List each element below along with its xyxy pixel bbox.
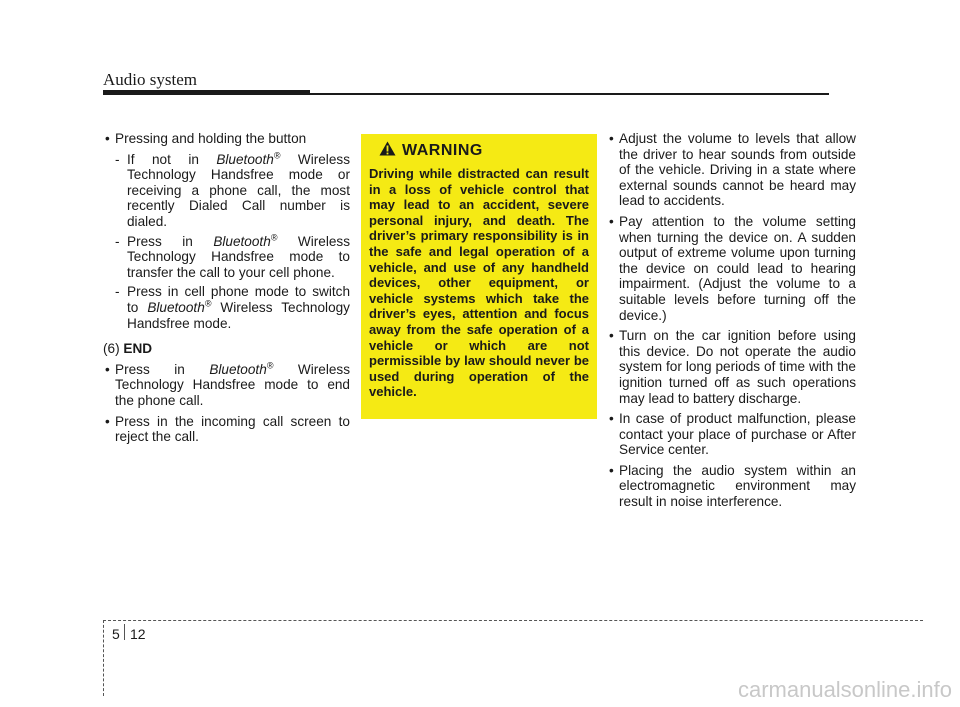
brand-name: Bluetooth [216, 151, 274, 167]
chapter-number: 5 [112, 626, 120, 642]
warning-title: WARNING [402, 142, 483, 159]
bullet-text: Pressing and holding the button [115, 131, 307, 146]
section-heading [103, 341, 350, 357]
sub-item [103, 234, 350, 281]
bullet-item [103, 414, 350, 445]
bullet-suffix: Wireless Technology Handsfree mode to end the phone call. [115, 361, 351, 408]
page-number: 12 [130, 626, 146, 642]
warning-body: Driving while distracted can result in a loss of vehicle control that may lead to an accident, severe personal injury, and death. The driver’s primary responsibility is in the safe and legal operation of a vehicle, and use of any handheld devices, other equipment, or vehicle systems which take the driver’s eyes, attention and focus away from the safe operation of a vehicle or which are not permissible by law should never be used during operation of the vehicle. [369, 166, 589, 400]
warning-triangle-icon [379, 141, 396, 161]
bullet-item [103, 131, 350, 147]
page-number-divider [124, 624, 125, 640]
sub-item-prefix: If not in [127, 151, 217, 167]
sub-item-suffix: Wireless Technology Handsfree mode. [127, 299, 350, 331]
watermark: carmanualsonline.info [737, 677, 952, 702]
bullet-item [607, 328, 856, 406]
warning-header [379, 141, 589, 161]
section-number: (6) [103, 341, 120, 357]
sub-item-suffix: Wireless Technology Handsfree mode or receiving a phone call, the most recently Dialed Call number is dialed. [127, 151, 350, 229]
sub-item [103, 284, 350, 331]
header-accent-bar [103, 90, 310, 95]
section-name: END [123, 341, 153, 357]
sub-item [103, 152, 350, 230]
sub-item-prefix: Press in [127, 233, 214, 249]
footer-rule [103, 620, 923, 621]
bullet-prefix: Press in [115, 361, 210, 377]
bullet-text: Pay attention to the volume setting when turning the device on. A sudden output of extreme volume upon turning the device on could lead to hearing impairment. (Adjust the volume to a suitable levels before turning off the device.) [619, 213, 856, 323]
dash-marker: - [115, 151, 120, 167]
brand-name: Bluetooth [147, 299, 205, 315]
sub-item-suffix: Wireless Technology Handsfree mode to transfer the call to your cell phone. [127, 233, 351, 280]
brand-name: Bluetooth [213, 233, 271, 249]
dash-marker: - [115, 233, 120, 249]
bullet-text: Adjust the volume to levels that allow the driver to hear sounds from outside of the vehicle. Driving in a state where external sounds cannot be heard may lead to accidents. [619, 131, 856, 209]
bullet-text: Turn on the car ignition before using this device. Do not operate the audio system for long periods of time with the ignition turned off as such operations may lead to battery discharge. [619, 328, 856, 406]
sub-item-prefix: Press in cell phone mode to switch to [127, 284, 350, 315]
registered-mark: ® [273, 150, 281, 161]
bullet-text: Placing the audio system within an electromagnetic environment may result in noise interference. [619, 462, 856, 510]
registered-mark: ® [204, 298, 212, 309]
bullet-text: In case of product malfunction, please contact your place of purchase or After Service center. [619, 411, 856, 458]
brand-name: Bluetooth [209, 361, 267, 377]
left-column [103, 131, 350, 450]
bullet-item [103, 362, 350, 409]
bullet-item [607, 463, 856, 510]
footer-vertical-rule [103, 620, 104, 696]
right-column [607, 131, 856, 515]
bullet-item [607, 411, 856, 458]
warning-box [361, 134, 597, 419]
bullet-item [607, 214, 856, 323]
bullet-item [607, 131, 856, 209]
dash-marker: - [115, 284, 120, 300]
registered-mark: ® [266, 360, 274, 371]
page-title: Audio system [103, 70, 197, 89]
registered-mark: ® [270, 232, 278, 243]
bullet-text: Press in the incoming call screen to reject the call. [115, 413, 350, 445]
